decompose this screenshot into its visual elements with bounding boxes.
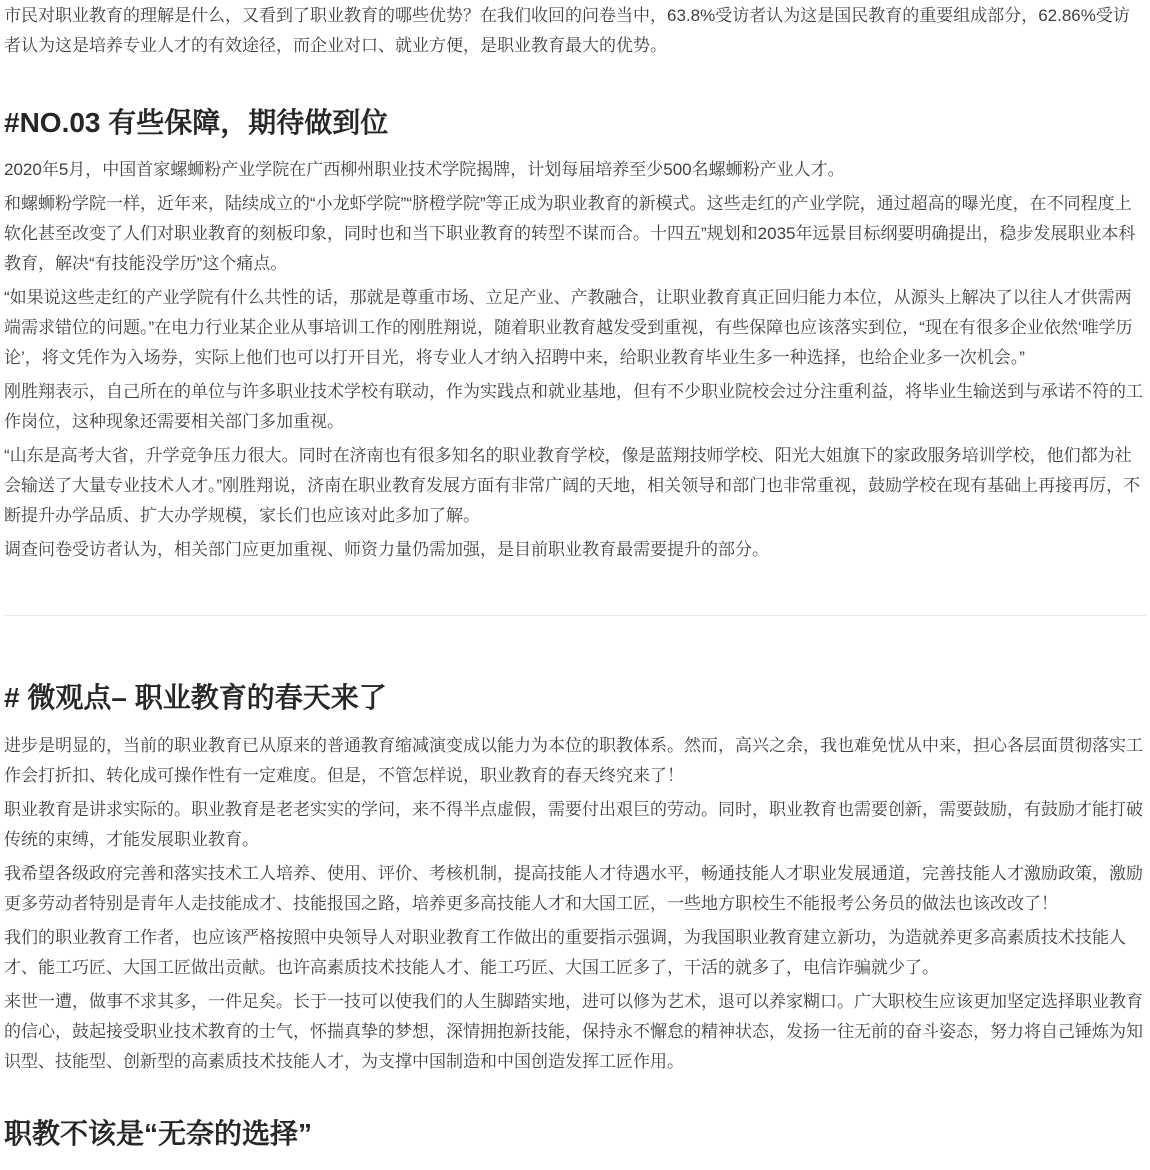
paragraph: “如果说这些走红的产业学院有什么共性的话，那就是尊重市场、立足产业、产教融合，让职业教育真正回归能力本位，从源头上解决了以往人才供需两端需求错位的问题。”在电力行业某企业从事培训工作的刚胜翔说，随着职业教育越发受到重视，有些保障也应该落实到位，“现在有很多企业依然‘唯学历论’，将文凭作为入场券，实际上他们也可以打开目光，将专业人才纳入招聘中来，给职业教育毕业生多一种选择，也给企业多一次机会。” — [4, 288, 1133, 368]
paragraph: 刚胜翔表示，自己所在的单位与许多职业技术学校有联动，作为实践点和就业基地，但有不少职业院校会过分注重利益，将毕业生输送到与承诺不符的工作岗位，这种现象还需要相关部门多加重视。 — [4, 382, 1143, 432]
paragraph: “山东是高考大省，升学竞争压力很大。同时在济南也有很多知名的职业教育学校，像是蓝翔技师学校、阳光大姐旗下的家政服务培训学校，他们都为社会输送了大量专业技术人才。”刚胜翔说，济南在职业教育发展方面有非常广阔的天地，相关领导和部门也非常重视，鼓励学校在现有基础上再接再厉，不断提升办学品质、扩大办学规模，家长们也应该对此多加了解。 — [4, 446, 1141, 526]
intro-paragraph: 市民对职业教育的理解是什么，又看到了职业教育的哪些优势？在我们收回的问卷当中，63.8%受访者认为这是国民教育的重要组成部分，62.86%受访者认为这是培养专业人才的有效途径，而企业对口、就业方便，是职业教育最大的优势。 — [4, 6, 1130, 55]
paragraph: 进步是明显的，当前的职业教育已从原来的普通教育缩减演变成以能力为本位的职教体系。然而，高兴之余，我也难免忧从中来，担心各层面贯彻落实工作会打折扣、转化成可操作性有一定难度。但是，不管怎样说，职业教育的春天终究来了！ — [4, 736, 1143, 786]
section-heading-no03: #NO.03 有些保障，期待做到位 — [4, 107, 389, 138]
section-divider — [4, 615, 1146, 616]
paragraph: 和螺蛳粉学院一样，近年来，陆续成立的“小龙虾学院”“脐橙学院”等正成为职业教育的新模式。这些走红的产业学院，通过超高的曝光度，在不同程度上软化甚至改变了人们对职业教育的刻板印象，同时也和当下职业教育的转型不谋而合。十四五”规划和2035年远景目标纲要明确提出，稳步发展职业本科教育，解决“有技能没学历”这个痛点。 — [4, 194, 1136, 274]
section-heading-micro-view: # 微观点– 职业教育的春天来了 — [4, 682, 387, 714]
paragraph: 调查问卷受访者认为，相关部门应更加重视、师资力量仍需加强，是目前职业教育最需要提升的部分。 — [4, 540, 769, 560]
paragraph: 我希望各级政府完善和落实技术工人培养、使用、评价、考核机制，提高技能人才待遇水平，畅通技能人才职业发展通道，完善技能人才激励政策，激励更多劳动者特别是青年人走技能成才、技能报国之路，培养更多高技能人才和大国工匠，一些地方职校生不能报考公务员的做法也该改改了！ — [4, 864, 1143, 914]
paragraph: 2020年5月，中国首家螺蛳粉产业学院在广西柳州职业技术学院揭牌，计划每届培养至少500名螺蛳粉产业人才。 — [4, 160, 845, 180]
paragraph: 我们的职业教育工作者，也应该严格按照中央领导人对职业教育工作做出的重要指示强调，为我国职业教育建立新功，为造就养更多高素质技术技能人才、能工巧匠、大国工匠做出贡献。也许高素质技术技能人才、能工巧匠、大国工匠多了，干活的就多了，电信诈骗就少了。 — [4, 928, 1126, 978]
paragraph: 职业教育是讲求实际的。职业教育是老老实实的学问，来不得半点虚假，需要付出艰巨的劳动。同时，职业教育也需要创新，需要鼓励，有鼓励才能打破传统的束缚，才能发展职业教育。 — [4, 800, 1143, 850]
section-heading-helpless-choice: 职教不该是“无奈的选择” — [4, 1118, 313, 1150]
paragraph: 来世一遭，做事不求其多，一件足矣。长于一技可以使我们的人生脚踏实地，进可以修为艺术，退可以养家糊口。广大职校生应该更加坚定选择职业教育的信心，鼓起接受职业技术教育的士气，怀揣真挚的梦想，深情拥抱新技能，保持永不懈怠的精神状态，发扬一往无前的奋斗姿态，努力将自己锤炼为知识型、技能型、创新型的高素质技术技能人才，为支撑中国制造和中国创造发挥工匠作用。 — [4, 992, 1143, 1072]
